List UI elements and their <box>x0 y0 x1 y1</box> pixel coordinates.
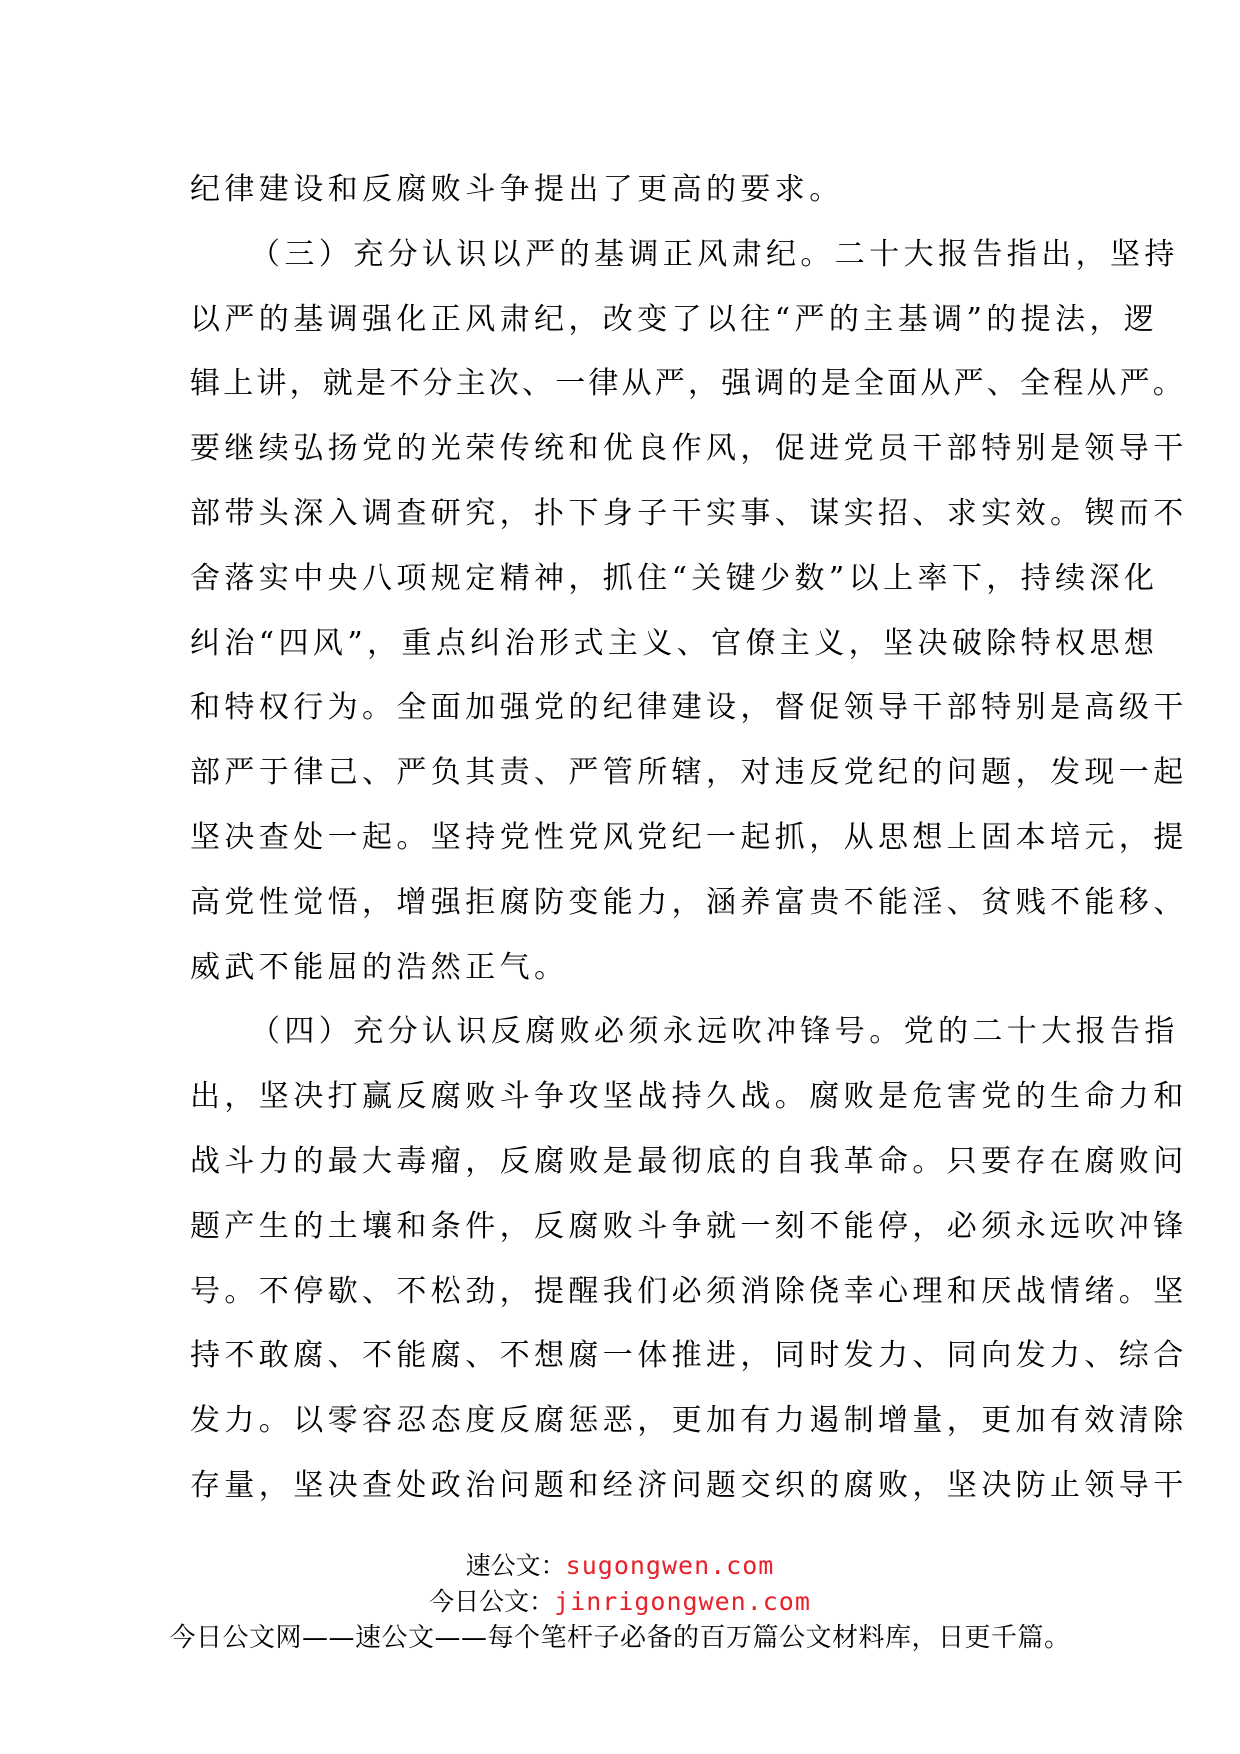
body-line-12: 高党性觉悟，增强拒腐防变能力，涵养富贵不能淫、贫贱不能移、 <box>190 884 1188 920</box>
body-line-5: 要继续弘扬党的光荣传统和优良作风，促进党员干部特别是领导干 <box>190 431 1188 467</box>
body-line-9: 和特权行为。全面加强党的纪律建设，督促领导干部特别是高级干 <box>190 690 1188 726</box>
body-line-3: 以严的基调强化正风肃纪，改变了以往“严的主基调”的提法，逻 <box>190 301 1159 337</box>
page-footer <box>0 1548 1240 1656</box>
body-line-13: 威武不能屈的浩然正气。 <box>190 949 569 985</box>
body-line-21: 存量，坚决查处政治问题和经济问题交织的腐败，坚决防止领导干 <box>190 1467 1188 1503</box>
footer-sugongwen-label: 速公文： <box>465 1551 566 1580</box>
body-line-4: 辑上讲，就是不分主次、一律从严，强调的是全面从严、全程从严。 <box>190 366 1186 402</box>
body-line-1: 纪律建设和反腐败斗争提出了更高的要求。 <box>190 172 844 207</box>
footer-slogan: 今日公文网——速公文——每个笔杆子必备的百万篇公文材料库，日更千篇。 <box>169 1623 1071 1653</box>
body-line-8: 纠治“四风”，重点纠治形式主义、官僚主义，坚决破除特权思想 <box>190 625 1159 661</box>
body-line-14: （四）充分认识反腐败必须永远吹冲锋号。党的二十大报告指 <box>250 1014 1179 1050</box>
body-line-17: 题产生的土壤和条件，反腐败斗争就一刻不能停，必须永远吹冲锋 <box>190 1208 1188 1244</box>
footer-sugongwen <box>0 1548 1240 1584</box>
body-line-18: 号。不停歇、不松劲，提醒我们必须消除侥幸心理和厌战情绪。坚 <box>190 1273 1188 1309</box>
body-line-20: 发力。以零容忍态度反腐惩恶，更加有力遏制增量，更加有效清除 <box>190 1403 1188 1439</box>
body-line-2: （三）充分认识以严的基调正风肃纪。二十大报告指出，坚持 <box>250 236 1179 272</box>
body-line-10: 部严于律己、严负其责、严管所辖，对违反党纪的问题，发现一起 <box>190 755 1188 791</box>
footer-jinri-link[interactable]: jinrigongwen.com <box>554 1587 811 1616</box>
body-line-19: 持不敢腐、不能腐、不想腐一体推进，同时发力、同向发力、综合 <box>190 1338 1188 1374</box>
document-body <box>190 158 1188 1519</box>
body-line-6: 部带头深入调查研究，扑下身子干实事、谋实招、求实效。锲而不 <box>190 495 1188 531</box>
footer-jinri <box>0 1584 1240 1620</box>
body-line-11: 坚决查处一起。坚持党性党风党纪一起抓，从思想上固本培元，提 <box>190 819 1188 855</box>
body-line-7: 舍落实中央八项规定精神，抓住“关键少数”以上率下，持续深化 <box>190 560 1159 596</box>
body-line-15: 出，坚决打赢反腐败斗争攻坚战持久战。腐败是危害党的生命力和 <box>190 1079 1188 1115</box>
body-line-16: 战斗力的最大毒瘤，反腐败是最彻底的自我革命。只要存在腐败问 <box>190 1143 1188 1179</box>
footer-jinri-label: 今日公文： <box>429 1587 555 1616</box>
footer-sugongwen-link[interactable]: sugongwen.com <box>565 1551 775 1580</box>
